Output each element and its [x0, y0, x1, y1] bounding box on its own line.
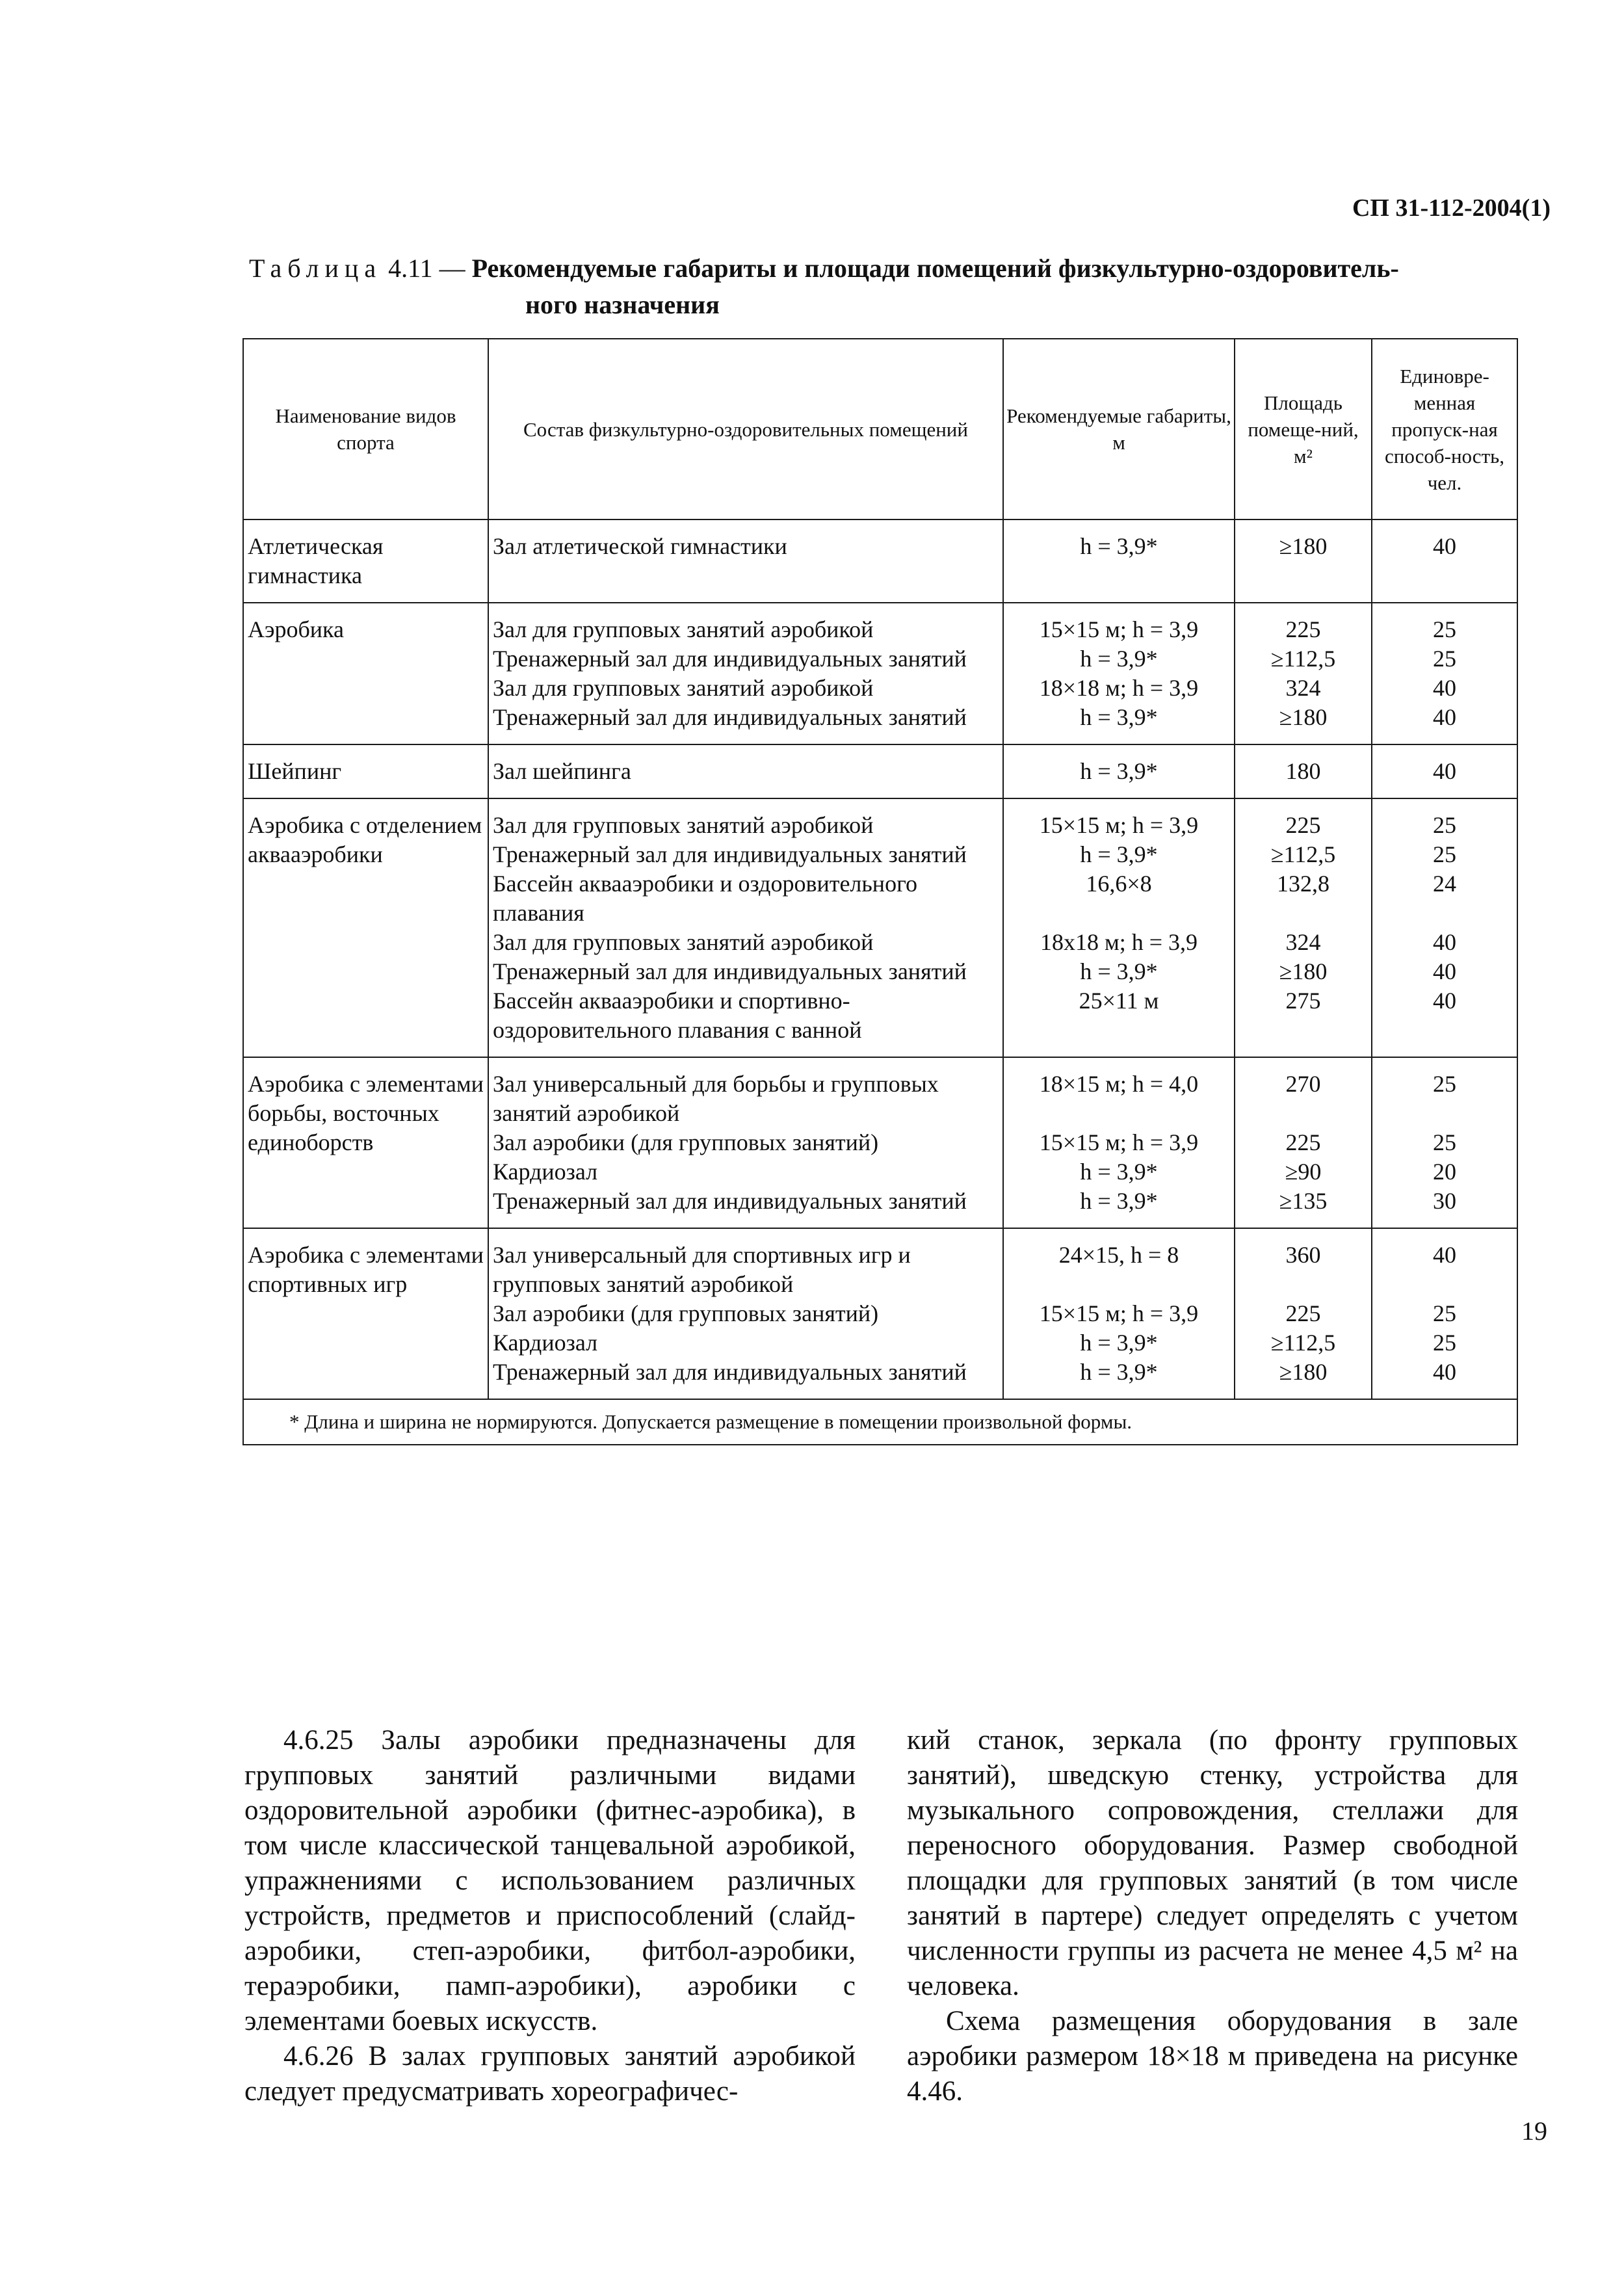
table-row [243, 519, 1517, 603]
body-column-left [244, 1723, 856, 2109]
cell-dimensions: 15×15 м; h = 3,9 [1003, 1299, 1235, 1328]
cell-area: 360 [1235, 1228, 1372, 1299]
header-dimensions: Рекомендуемые габариты, м [1003, 339, 1235, 519]
table-row [243, 603, 1517, 644]
cell-dimensions: h = 3,9* [1003, 840, 1235, 869]
cell-dimensions: h = 3,9* [1003, 744, 1235, 798]
table-caption [249, 250, 1543, 323]
cell-area: 225 [1235, 1128, 1372, 1157]
cell-capacity: 24 [1372, 869, 1517, 928]
cell-area: 324 [1235, 928, 1372, 957]
cell-area: ≥112,5 [1235, 840, 1372, 869]
cell-room: Тренажерный зал для индивидуальных занятий [488, 1187, 1003, 1228]
cell-room: Зал для групповых занятий аэробикой [488, 798, 1003, 840]
cell-dimensions: 15×15 м; h = 3,9 [1003, 603, 1235, 644]
cell-room: Тренажерный зал для индивидуальных занятий [488, 840, 1003, 869]
body-column-right [907, 1723, 1518, 2109]
cell-area: ≥180 [1235, 1358, 1372, 1399]
paragraph-4-6-25: 4.6.25 Залы аэробики предназначены для групповых занятий различными видами оздоровительной аэробики (фитнес-аэробика), в том числе классической танцевальной аэробикой, упражнениями с использованием различных устройств, предметов и приспособлений (слайд-аэробики, степ-аэробики, фитбол-аэробики, тераэробики, памп-аэробики), аэробики с элементами боевых искусств. [244, 1725, 856, 2036]
cell-capacity: 25 [1372, 1299, 1517, 1328]
cell-room: Бассейн аквааэробики и спортивно-оздоровительного плавания с ванной [488, 986, 1003, 1057]
table-row [243, 1228, 1517, 1299]
cell-sport: Аэробика [243, 603, 488, 744]
cell-dimensions: h = 3,9* [1003, 1157, 1235, 1187]
table-row [243, 798, 1517, 840]
caption-title-continued: ного назначения [525, 290, 720, 319]
table-row [243, 1057, 1517, 1128]
cell-capacity: 40 [1372, 674, 1517, 703]
document-code: СП 31-112-2004(1) [1352, 194, 1551, 222]
cell-dimensions: 24×15, h = 8 [1003, 1228, 1235, 1299]
cell-capacity: 25 [1372, 840, 1517, 869]
cell-room: Тренажерный зал для индивидуальных занятий [488, 644, 1003, 674]
cell-capacity: 40 [1372, 703, 1517, 744]
cell-capacity: 40 [1372, 1358, 1517, 1399]
header-area: Площадь помеще-ний, м² [1235, 339, 1372, 519]
cell-dimensions: 15×15 м; h = 3,9 [1003, 1128, 1235, 1157]
cell-dimensions: h = 3,9* [1003, 1187, 1235, 1228]
cell-dimensions: 18×15 м; h = 4,0 [1003, 1057, 1235, 1128]
cell-room: Кардиозал [488, 1157, 1003, 1187]
cell-room: Зал для групповых занятий аэробикой [488, 674, 1003, 703]
cell-dimensions: 16,6×8 [1003, 869, 1235, 928]
cell-capacity: 20 [1372, 1157, 1517, 1187]
cell-dimensions: h = 3,9* [1003, 703, 1235, 744]
cell-capacity: 25 [1372, 603, 1517, 644]
cell-room: Зал аэробики (для групповых занятий) [488, 1299, 1003, 1328]
table-body [243, 519, 1517, 1399]
cell-dimensions: 25×11 м [1003, 986, 1235, 1057]
cell-area: 270 [1235, 1057, 1372, 1128]
page-number: 19 [1521, 2116, 1547, 2146]
header-sport: Наименование видов спорта [243, 339, 488, 519]
cell-area: 225 [1235, 1299, 1372, 1328]
cell-area: ≥180 [1235, 519, 1372, 603]
cell-sport: Аэробика с отделением аквааэробики [243, 798, 488, 1057]
sports-rooms-table [242, 338, 1518, 1445]
cell-area: ≥112,5 [1235, 1328, 1372, 1358]
paragraph-4-6-26: 4.6.26 В залах групповых занятий аэробикой следует предусматривать хореографичес- [244, 2041, 856, 2107]
caption-title: Рекомендуемые габариты и площади помещений физкультурно-оздоровитель- [471, 254, 1399, 283]
cell-room: Бассейн аквааэробики и оздоровительного плавания [488, 869, 1003, 928]
cell-dimensions: h = 3,9* [1003, 957, 1235, 986]
paragraph-layout-scheme: Схема размещения оборудования в зале аэробики размером 18×18 м приведена на рисунке 4.46. [907, 2006, 1518, 2107]
cell-room: Зал для групповых занятий аэробикой [488, 928, 1003, 957]
cell-area: 132,8 [1235, 869, 1372, 928]
cell-room: Зал атлетической гимнастики [488, 519, 1003, 603]
cell-room: Зал шейпинга [488, 744, 1003, 798]
cell-room: Тренажерный зал для индивидуальных занятий [488, 1358, 1003, 1399]
cell-dimensions: h = 3,9* [1003, 1328, 1235, 1358]
table-footnote: * Длина и ширина не нормируются. Допускается размещение в помещении произвольной формы. [243, 1399, 1517, 1445]
header-rooms: Состав физкультурно-оздоровительных помещений [488, 339, 1003, 519]
cell-dimensions: h = 3,9* [1003, 1358, 1235, 1399]
cell-dimensions: 18x18 м; h = 3,9 [1003, 928, 1235, 957]
cell-room: Зал для групповых занятий аэробикой [488, 603, 1003, 644]
cell-sport: Аэробика с элементами борьбы, восточных единоборств [243, 1057, 488, 1228]
cell-room: Тренажерный зал для индивидуальных занятий [488, 703, 1003, 744]
table-row [243, 744, 1517, 798]
cell-room: Кардиозал [488, 1328, 1003, 1358]
cell-capacity: 25 [1372, 644, 1517, 674]
cell-dimensions: h = 3,9* [1003, 519, 1235, 603]
cell-room: Зал универсальный для спортивных игр и групповых занятий аэробикой [488, 1228, 1003, 1299]
cell-capacity: 40 [1372, 519, 1517, 603]
cell-area: ≥90 [1235, 1157, 1372, 1187]
cell-sport: Атлетическая гимнастика [243, 519, 488, 603]
cell-dimensions: h = 3,9* [1003, 644, 1235, 674]
table-footnote-row [243, 1399, 1517, 1445]
cell-capacity: 40 [1372, 957, 1517, 986]
cell-capacity: 40 [1372, 986, 1517, 1057]
cell-capacity: 25 [1372, 798, 1517, 840]
cell-area: 275 [1235, 986, 1372, 1057]
cell-area: ≥112,5 [1235, 644, 1372, 674]
cell-room: Тренажерный зал для индивидуальных занятий [488, 957, 1003, 986]
cell-capacity: 30 [1372, 1187, 1517, 1228]
cell-area: 324 [1235, 674, 1372, 703]
header-capacity: Единовре-менная пропуск-ная способ-ность, чел. [1372, 339, 1517, 519]
cell-capacity: 25 [1372, 1128, 1517, 1157]
cell-capacity: 25 [1372, 1328, 1517, 1358]
cell-capacity: 25 [1372, 1057, 1517, 1128]
cell-capacity: 40 [1372, 928, 1517, 957]
cell-room: Зал аэробики (для групповых занятий) [488, 1128, 1003, 1157]
cell-area: ≥180 [1235, 957, 1372, 986]
cell-dimensions: 15×15 м; h = 3,9 [1003, 798, 1235, 840]
cell-area: ≥135 [1235, 1187, 1372, 1228]
cell-room: Зал универсальный для борьбы и групповых занятий аэробикой [488, 1057, 1003, 1128]
table-header-row [243, 339, 1517, 519]
cell-sport: Шейпинг [243, 744, 488, 798]
cell-sport: Аэробика с элементами спортивных игр [243, 1228, 488, 1399]
cell-area: 225 [1235, 798, 1372, 840]
cell-area: ≥180 [1235, 703, 1372, 744]
cell-area: 225 [1235, 603, 1372, 644]
cell-capacity: 40 [1372, 744, 1517, 798]
caption-number: 4.11 — [382, 254, 472, 283]
caption-label: Таблица [249, 254, 382, 283]
paragraph-4-6-26-continued: кий станок, зеркала (по фронту групповых занятий), шведскую стенку, устройства для музыкального сопровождения, стеллажи для переносного оборудования. Размер свободной площадки для групповых занятий (в том числе занятий в партере) следует определять с учетом численности группы из расчета не менее 4,5 м² на человека. [907, 1725, 1518, 2001]
cell-dimensions: 18×18 м; h = 3,9 [1003, 674, 1235, 703]
cell-capacity: 40 [1372, 1228, 1517, 1299]
cell-area: 180 [1235, 744, 1372, 798]
